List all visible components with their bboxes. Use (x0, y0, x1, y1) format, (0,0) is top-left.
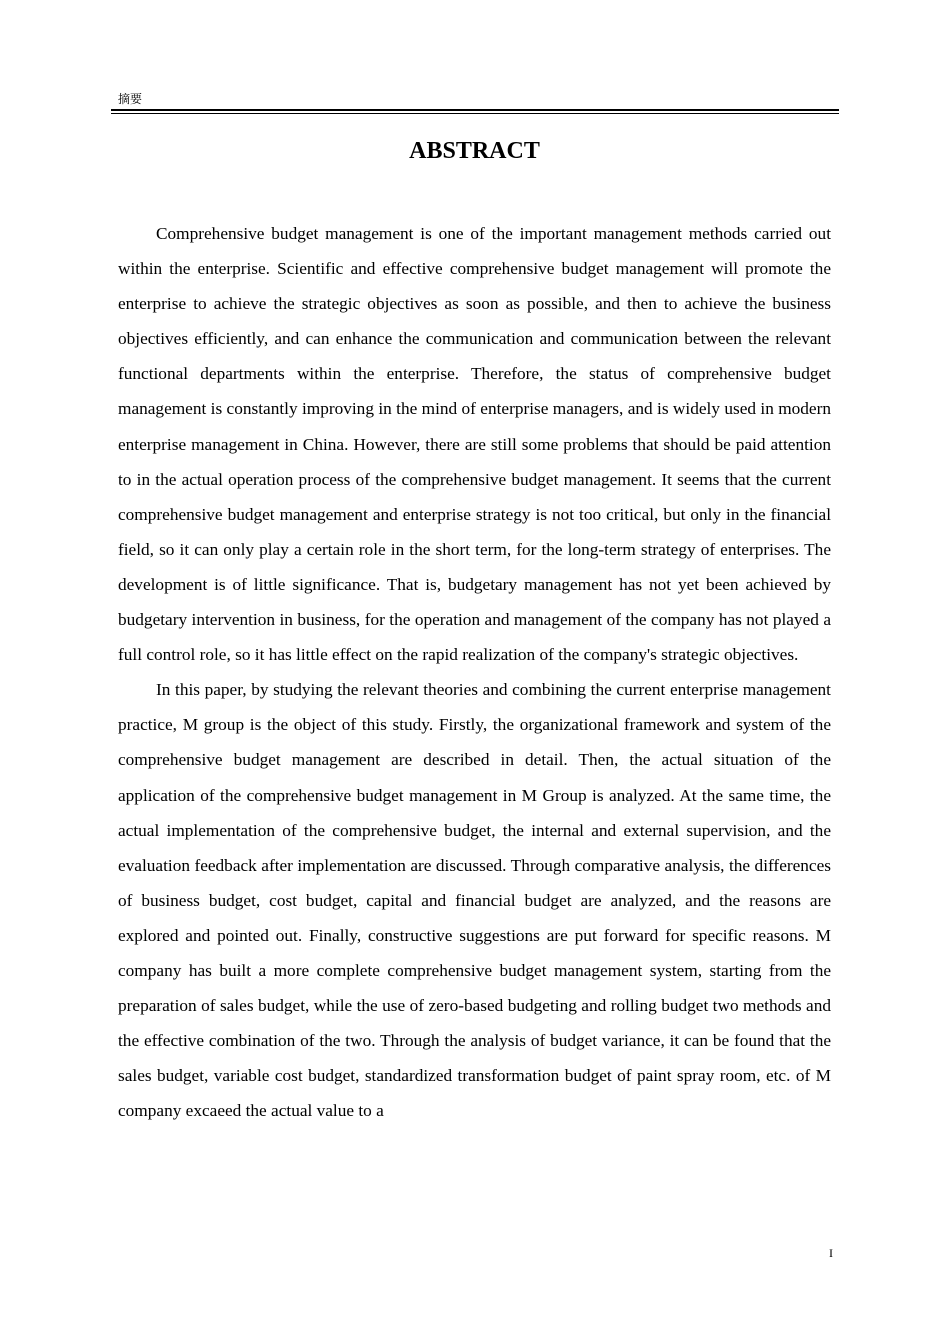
header-rule-thick (111, 109, 839, 111)
abstract-title: ABSTRACT (409, 138, 540, 164)
abstract-paragraph-1: Comprehensive budget management is one of the important management methods carried out within the enterprise. Scientific and effective comprehensive budget management will promote the enterprise to achieve the strategic objectives as soon as possible, and then to achieve the business objectives efficiently, and can enhance the communication and communication between the relevant functional departments within the enterprise. Therefore, the status of comprehensive budget management is constantly improving in the mind of enterprise managers, and is widely used in modern enterprise management in China. However, there are still some problems that should be paid attention to in the actual operation process of the comprehensive budget management. It seems that the current comprehensive budget management and enterprise strategy is not too critical, but only in the financial field, so it can only play a certain role in the short term, for the long-term strategy of enterprises. The development is of little significance. That is, budgetary management has not yet been achieved by budgetary intervention in business, for the operation and management of the company has not played a full control role, so it has little effect on the rapid realization of the company's strategic objectives. (118, 224, 831, 665)
running-header-label: 摘要 (118, 92, 143, 106)
abstract-paragraph-2: In this paper, by studying the relevant theories and combining the current enterprise management practice, M group is the object of this study. Firstly, the organizational framework and system of the comprehensive budget management are described in detail. Then, the actual situation of the application of the comprehensive budget management in M Group is analyzed. At the same time, the actual implementation of the comprehensive budget, the internal and external supervision, and the evaluation feedback after implementation are discussed. Through comparative analysis, the differences of business budget, cost budget, capital and financial budget are analyzed, and the reasons are explored and pointed out. Finally, constructive suggestions are put forward for specific reasons. M company has built a more complete comprehensive budget management system, starting from the preparation of sales budget, while the use of zero-based budgeting and rolling budget two methods and the effective combination of the two. Through the analysis of budget variance, it can be found that the sales budget, variable cost budget, standardized transformation budget of paint spray room, etc. of M company excaeed the actual value to a (118, 680, 831, 1121)
page-number: I (829, 1246, 833, 1260)
header-rule-thin (111, 113, 839, 114)
abstract-body (118, 216, 831, 1128)
